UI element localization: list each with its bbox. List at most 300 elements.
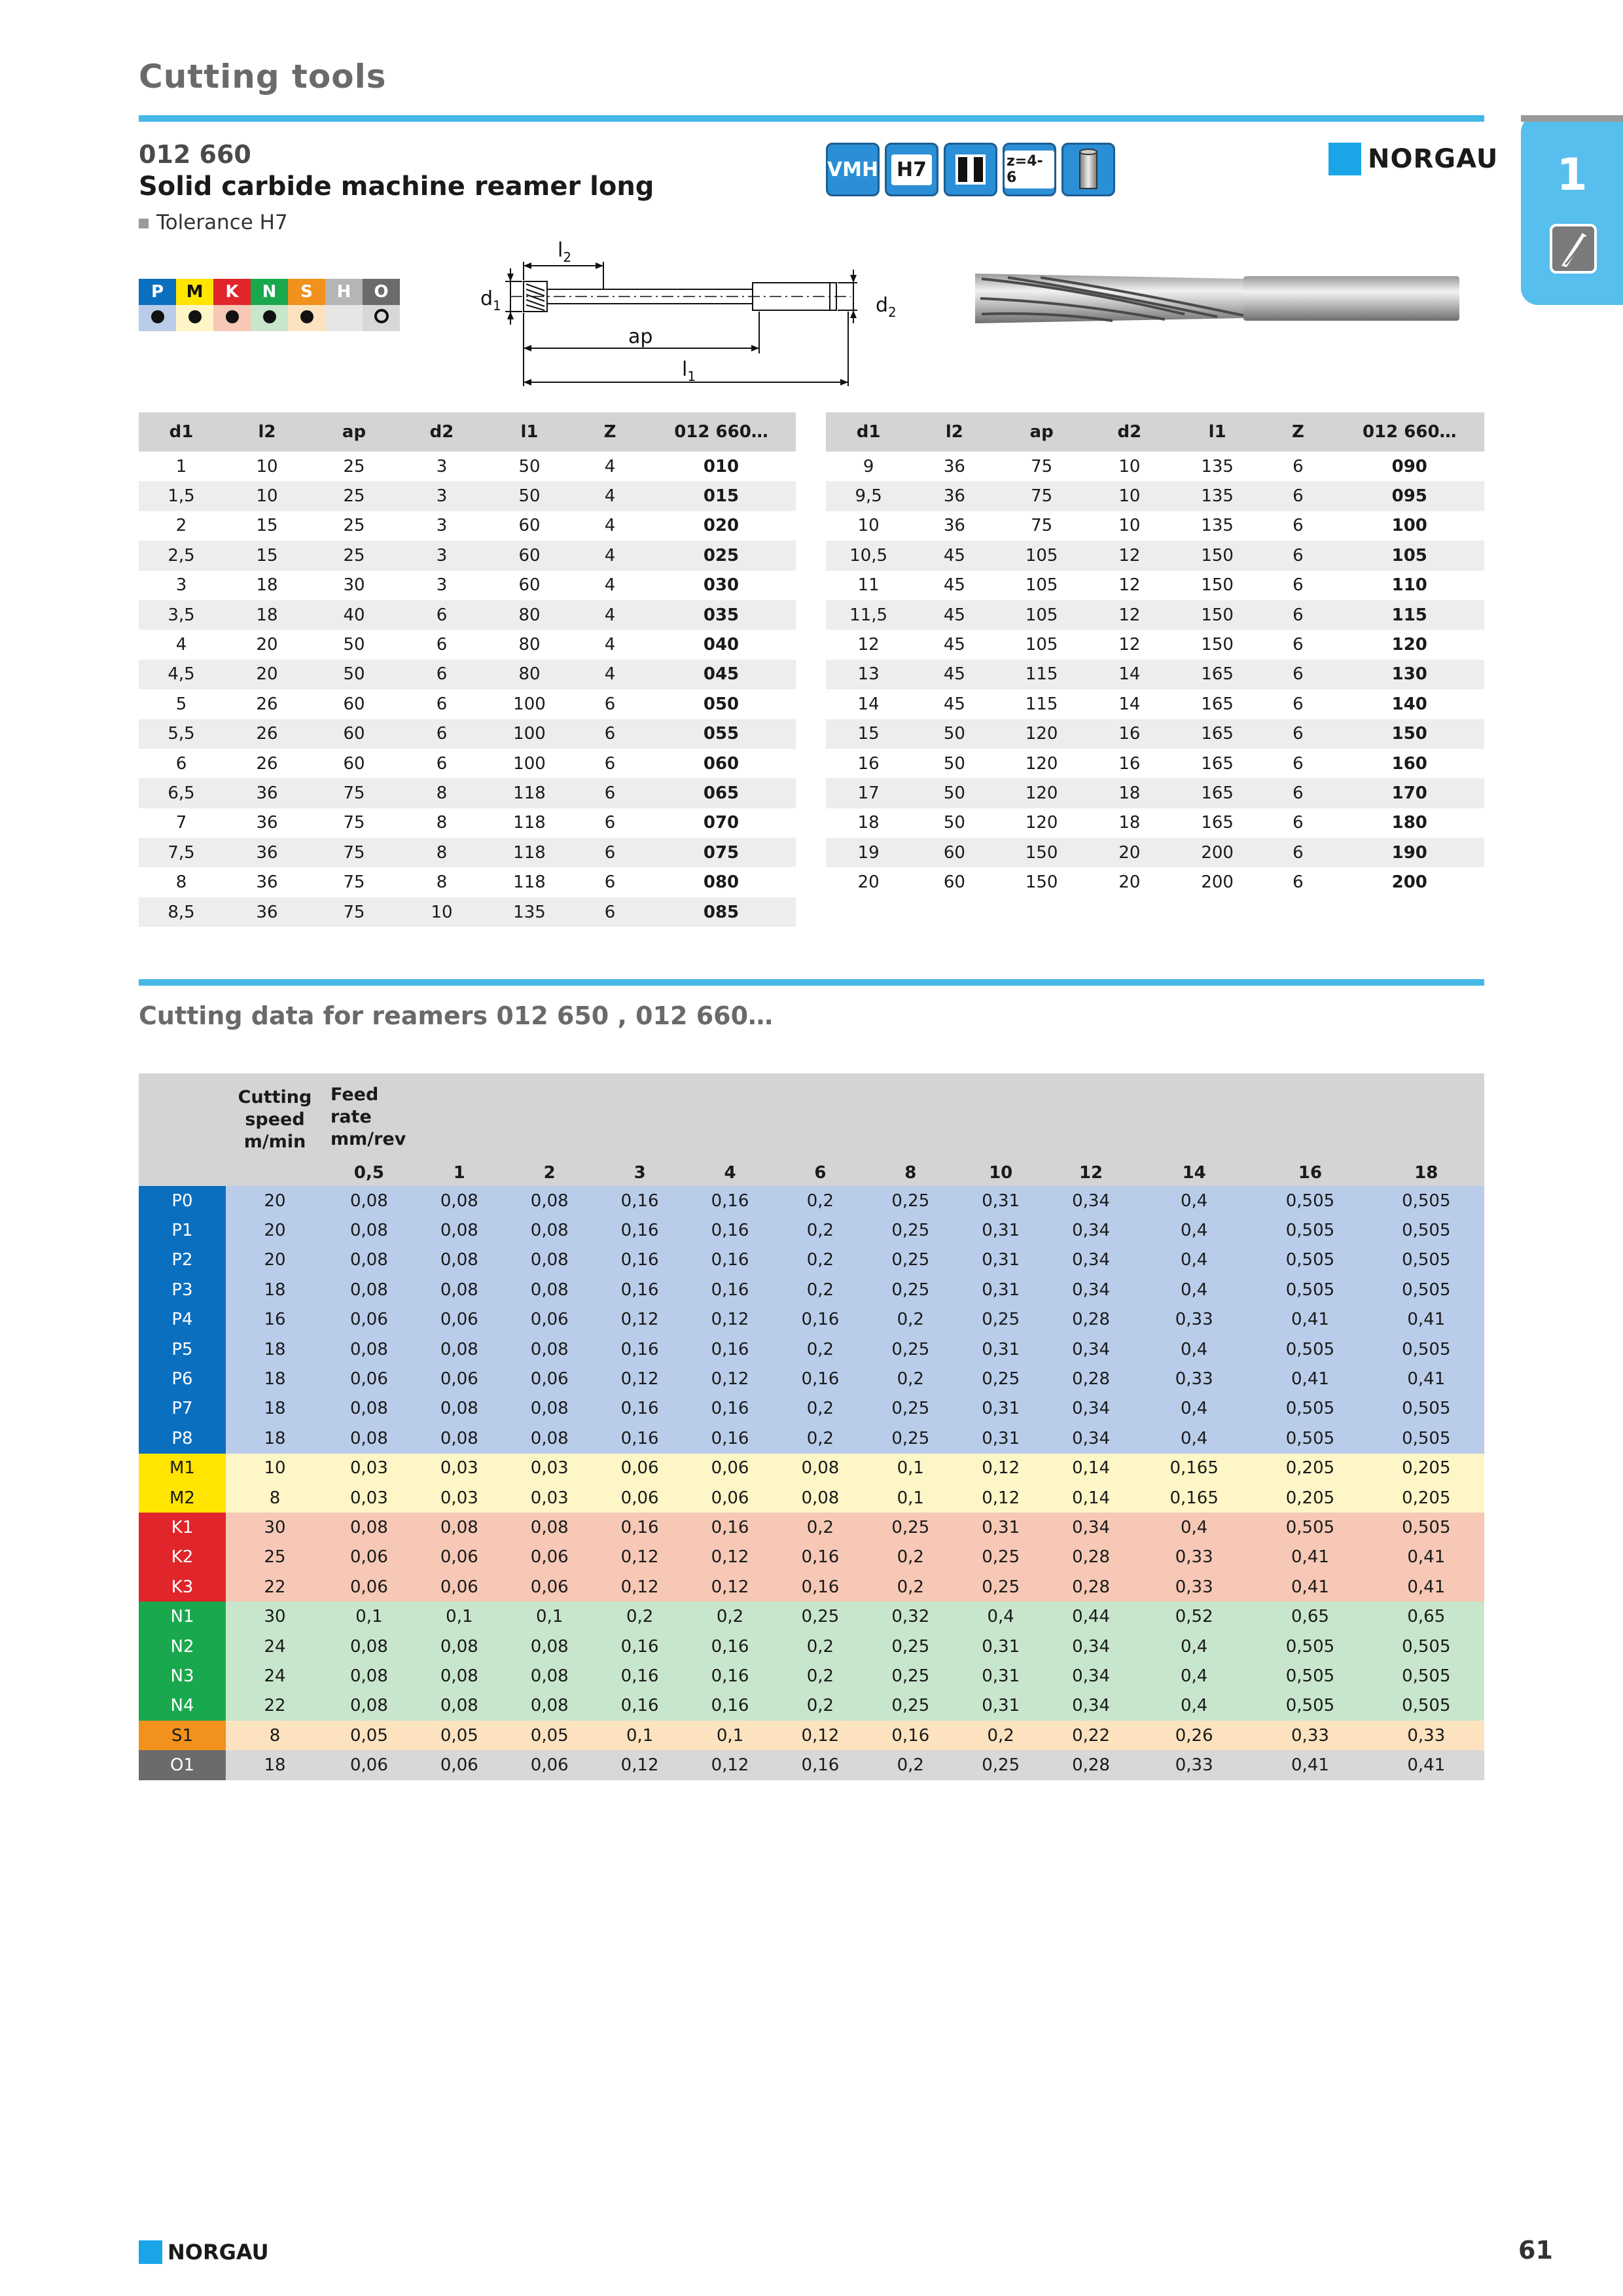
table-cell: 26 xyxy=(224,719,310,749)
feed-value: 0,165 xyxy=(1169,1488,1219,1508)
table-cell: 6,5 xyxy=(139,778,224,808)
feed-value: 0,165 xyxy=(1169,1458,1219,1479)
feed-value: 0,22 xyxy=(1072,1725,1111,1746)
feed-value: 0,41 xyxy=(1291,1577,1329,1597)
feed-value: 0,33 xyxy=(1291,1725,1329,1746)
table-cell: 80 xyxy=(486,660,573,689)
feed-value: 0,08 xyxy=(440,1191,478,1211)
table-cell: 75 xyxy=(1031,456,1053,476)
table-cell: 50 xyxy=(943,753,965,774)
article-code: 015 xyxy=(647,481,796,511)
table-cell: 3 xyxy=(436,575,448,596)
table-cell: 9,5 xyxy=(826,481,911,511)
feed-value: 0,205 xyxy=(1285,1488,1335,1508)
feed-value: 0,1 xyxy=(536,1607,563,1627)
feed-value: 0,205 xyxy=(1285,1458,1335,1479)
table-cell: 20 xyxy=(1086,838,1173,867)
table-cell: 6 xyxy=(604,872,616,893)
feed-value: 0,16 xyxy=(711,1221,749,1241)
feed-value: 0,28 xyxy=(1072,1547,1111,1568)
feed-value: 0,06 xyxy=(350,1547,388,1568)
feed-value: 0,16 xyxy=(711,1428,749,1448)
feed-value: 0,505 xyxy=(1285,1339,1335,1359)
table-cell: 4 xyxy=(604,635,616,655)
table-row xyxy=(826,719,1484,749)
feed-value: 0,14 xyxy=(1072,1488,1111,1508)
feed-value: 0,34 xyxy=(1072,1191,1111,1211)
cutting-speed: 20 xyxy=(264,1250,286,1270)
material-code: O1 xyxy=(139,1750,226,1780)
feed-value: 0,08 xyxy=(440,1636,478,1657)
feed-value: 0,16 xyxy=(801,1547,840,1568)
feed-value: 0,505 xyxy=(1402,1636,1451,1657)
table-cell: 6 xyxy=(1293,456,1304,476)
table-cell: 36 xyxy=(943,456,965,476)
feed-value: 0,25 xyxy=(891,1636,930,1657)
feed-value: 0,25 xyxy=(891,1221,930,1241)
diameter-header: 3 xyxy=(595,1160,685,1186)
table-cell: 4 xyxy=(604,456,616,476)
material-code: P1 xyxy=(139,1215,226,1245)
table-row xyxy=(139,1394,1484,1424)
feed-value: 0,1 xyxy=(626,1725,654,1746)
feed-value: 0,08 xyxy=(440,1666,478,1686)
table-cell: 118 xyxy=(513,813,546,833)
feed-value: 0,25 xyxy=(891,1517,930,1537)
table-cell: 60 xyxy=(518,575,541,596)
table-cell: 120 xyxy=(1025,813,1058,833)
article-code: 085 xyxy=(647,897,796,927)
table-row xyxy=(139,1750,1484,1780)
cylindrical-shank-icon xyxy=(1061,143,1115,196)
article-code: 130 xyxy=(1335,660,1484,689)
table-row xyxy=(139,1543,1484,1572)
table-cell: 36 xyxy=(256,872,278,893)
table-header-row xyxy=(139,412,796,452)
table-cell: 3 xyxy=(436,516,448,536)
feed-value: 0,26 xyxy=(1175,1725,1213,1746)
material-code: P2 xyxy=(139,1246,226,1275)
table-cell: 4 xyxy=(573,481,647,511)
feed-value: 0,2 xyxy=(897,1755,924,1776)
diameter-header: 8 xyxy=(865,1160,955,1186)
table-row xyxy=(139,571,796,600)
table-cell: 150 xyxy=(1173,600,1261,630)
article-code: 060 xyxy=(703,753,740,774)
feed-value: 0,05 xyxy=(440,1725,478,1746)
feed-value: 0,08 xyxy=(350,1399,388,1419)
table-cell: 165 xyxy=(1201,813,1234,833)
column-header: d1 xyxy=(826,412,911,452)
table-cell: 6 xyxy=(1261,660,1334,689)
column-header: l2 xyxy=(224,412,310,452)
feed-value: 0,12 xyxy=(982,1488,1020,1508)
feed-value: 0,08 xyxy=(801,1488,840,1508)
feed-value: 0,16 xyxy=(711,1399,749,1419)
feed-value: 0,2 xyxy=(987,1725,1014,1746)
feed-value: 0,16 xyxy=(801,1369,840,1390)
feed-value: 0,08 xyxy=(350,1191,388,1211)
table-cell: 6 xyxy=(573,897,647,927)
feed-value: 0,16 xyxy=(711,1517,749,1537)
brand-logo: NORGAU xyxy=(1329,143,1498,175)
article-code: 110 xyxy=(1391,575,1427,596)
table-cell: 18 xyxy=(1118,813,1141,833)
feed-value: 0,2 xyxy=(626,1607,654,1627)
table-cell: 12 xyxy=(857,635,880,655)
feed-value: 0,41 xyxy=(1407,1547,1446,1568)
article-code: 055 xyxy=(647,719,796,749)
feed-value: 0,03 xyxy=(350,1458,388,1479)
feed-value: 0,12 xyxy=(620,1755,659,1776)
feed-value: 0,06 xyxy=(350,1369,388,1390)
article-code: 065 xyxy=(647,778,796,808)
table-cell: 200 xyxy=(1173,838,1261,867)
brand-square-icon xyxy=(139,2240,162,2264)
table-row xyxy=(826,571,1484,600)
feed-value: 0,1 xyxy=(355,1607,383,1627)
table-cell: 50 xyxy=(518,456,541,476)
feed-value: 0,31 xyxy=(982,1339,1020,1359)
table-row xyxy=(139,897,796,927)
feed-value: 0,06 xyxy=(530,1310,569,1330)
table-row xyxy=(139,808,796,838)
feed-value: 0,505 xyxy=(1402,1399,1451,1419)
table-cell: 6 xyxy=(573,719,647,749)
table-row xyxy=(139,1483,1484,1513)
feed-value: 0,2 xyxy=(806,1221,834,1241)
cutting-speed: 24 xyxy=(264,1636,286,1657)
article-code: 025 xyxy=(647,541,796,570)
table-cell: 135 xyxy=(1173,481,1261,511)
material-mark-h xyxy=(325,305,363,331)
table-cell: 8 xyxy=(175,872,187,893)
d1-label: $d_1$ xyxy=(480,287,501,314)
cutting-speed: 20 xyxy=(264,1221,286,1241)
table-header-row xyxy=(826,412,1484,452)
table-cell: 36 xyxy=(224,778,310,808)
diameter-header: 0,5 xyxy=(324,1160,414,1186)
table-cell: 36 xyxy=(943,516,965,536)
table-row xyxy=(139,1246,1484,1275)
feed-value: 0,08 xyxy=(440,1221,478,1241)
feed-value: 0,41 xyxy=(1291,1310,1329,1330)
table-row xyxy=(139,778,796,808)
table-cell: 105 xyxy=(1025,575,1058,596)
article-code: 105 xyxy=(1335,541,1484,570)
dimension-table-left xyxy=(139,412,796,927)
filled-dot-icon xyxy=(188,310,202,323)
chapter-tab-rule xyxy=(1521,115,1623,122)
cutting-data-table xyxy=(139,1073,1484,1780)
table-cell: 60 xyxy=(310,719,398,749)
table-cell: 10 xyxy=(1118,516,1141,536)
feed-value: 0,16 xyxy=(711,1666,749,1686)
feed-value: 0,06 xyxy=(530,1547,569,1568)
material-code: N4 xyxy=(139,1691,226,1721)
cutting-speed: 24 xyxy=(264,1666,286,1686)
table-cell: 75 xyxy=(310,897,398,927)
diameter-header: 2 xyxy=(505,1160,595,1186)
table-row xyxy=(139,1661,1484,1691)
feed-value: 0,16 xyxy=(801,1310,840,1330)
table-row xyxy=(139,1632,1484,1661)
cutting-speed: 10 xyxy=(264,1458,286,1479)
table-row xyxy=(826,838,1484,867)
table-cell: 6 xyxy=(1293,694,1304,714)
feed-value: 0,25 xyxy=(982,1577,1020,1597)
material-code: P5 xyxy=(139,1335,226,1364)
table-cell: 118 xyxy=(513,872,546,893)
feed-value: 0,31 xyxy=(982,1666,1020,1686)
feed-value: 0,4 xyxy=(1180,1428,1208,1448)
table-cell: 36 xyxy=(224,897,310,927)
cutting-speed: 20 xyxy=(264,1191,286,1211)
table-cell: 10,5 xyxy=(826,541,911,570)
footer-logo: NORGAU xyxy=(139,2240,269,2265)
speed-header: Cutting speed m/min xyxy=(226,1073,324,1160)
table-cell: 18 xyxy=(1086,778,1173,808)
cutting-speed: 18 xyxy=(264,1399,286,1419)
speed-header-spacer xyxy=(226,1160,324,1186)
column-header: 012 660… xyxy=(647,412,796,452)
feed-value: 0,28 xyxy=(1072,1369,1111,1390)
feed-value: 0,12 xyxy=(801,1725,840,1746)
feed-value: 0,1 xyxy=(897,1488,924,1508)
cutting-speed: 8 xyxy=(269,1725,281,1746)
feed-value: 0,4 xyxy=(987,1607,1014,1627)
table-cell: 20 xyxy=(857,872,880,893)
feed-value: 0,41 xyxy=(1291,1755,1329,1776)
table-cell: 16 xyxy=(1086,719,1173,749)
table-cell: 30 xyxy=(343,575,365,596)
table-cell: 6 xyxy=(1293,635,1304,655)
feed-value: 0,08 xyxy=(530,1666,569,1686)
feed-value: 0,16 xyxy=(711,1191,749,1211)
feed-value: 0,06 xyxy=(530,1577,569,1597)
table-cell: 50 xyxy=(310,660,398,689)
diameter-header: 18 xyxy=(1368,1160,1484,1186)
table-cell: 6 xyxy=(398,600,486,630)
table-cell: 3 xyxy=(436,456,448,476)
table-row xyxy=(826,749,1484,778)
feed-value: 0,08 xyxy=(440,1399,478,1419)
table-row xyxy=(139,1572,1484,1602)
table-cell: 5,5 xyxy=(139,719,224,749)
feed-value: 0,06 xyxy=(440,1577,478,1597)
feed-value: 0,505 xyxy=(1402,1696,1451,1716)
dimension-table-right xyxy=(826,412,1484,897)
table-cell: 50 xyxy=(343,635,365,655)
table-row xyxy=(139,1513,1484,1542)
d2-label: $d_2$ xyxy=(876,294,897,320)
table-cell: 4 xyxy=(604,575,616,596)
feed-value: 0,2 xyxy=(806,1339,834,1359)
table-cell: 18 xyxy=(256,575,278,596)
table-cell: 11 xyxy=(857,575,880,596)
table-cell: 18 xyxy=(224,600,310,630)
feed-value: 0,34 xyxy=(1072,1428,1111,1448)
material-group-s: S xyxy=(288,279,325,305)
article-code: 190 xyxy=(1335,838,1484,867)
feed-value: 0,1 xyxy=(446,1607,473,1627)
table-cell: 15 xyxy=(256,516,278,536)
table-cell: 14 xyxy=(857,694,880,714)
table-row xyxy=(139,689,796,719)
table-cell: 100 xyxy=(513,753,546,774)
column-header: d2 xyxy=(398,412,486,452)
table-row xyxy=(826,808,1484,838)
article-code: 010 xyxy=(703,456,740,476)
feed-value: 0,16 xyxy=(620,1696,659,1716)
feed-value: 0,505 xyxy=(1402,1250,1451,1270)
feed-value: 0,16 xyxy=(620,1339,659,1359)
article-code: 090 xyxy=(1391,456,1427,476)
material-code: S1 xyxy=(139,1721,226,1750)
feed-value: 0,05 xyxy=(350,1725,388,1746)
table-cell: 6 xyxy=(604,694,616,714)
material-code: P8 xyxy=(139,1424,226,1453)
cutting-speed: 18 xyxy=(264,1428,286,1448)
table-cell: 75 xyxy=(343,872,365,893)
table-cell: 6 xyxy=(1293,813,1304,833)
table-cell: 6 xyxy=(1261,541,1334,570)
article-code: 075 xyxy=(647,838,796,867)
feed-value: 0,03 xyxy=(530,1488,569,1508)
feed-value: 0,4 xyxy=(1180,1250,1208,1270)
feed-value: 0,28 xyxy=(1072,1755,1111,1776)
feed-value: 0,2 xyxy=(806,1666,834,1686)
feed-value: 0,12 xyxy=(711,1369,749,1390)
table-cell: 3 xyxy=(398,481,486,511)
table-row xyxy=(139,838,796,867)
feed-value: 0,08 xyxy=(440,1280,478,1300)
table-row xyxy=(139,1691,1484,1721)
cutting-speed: 18 xyxy=(264,1280,286,1300)
cutting-speed: 18 xyxy=(264,1339,286,1359)
material-group-k: K xyxy=(213,279,251,305)
table-row xyxy=(139,749,796,778)
feed-value: 0,34 xyxy=(1072,1517,1111,1537)
feed-value: 0,16 xyxy=(620,1517,659,1537)
feed-value: 0,4 xyxy=(1180,1517,1208,1537)
header-rule xyxy=(139,115,1484,122)
material-code: P4 xyxy=(139,1305,226,1335)
table-cell: 75 xyxy=(1031,516,1053,536)
feed-value: 0,06 xyxy=(711,1458,749,1479)
feed-value: 0,08 xyxy=(440,1250,478,1270)
material-code: K2 xyxy=(139,1543,226,1572)
feed-value: 0,4 xyxy=(1180,1339,1208,1359)
table-row xyxy=(139,719,796,749)
feed-value: 0,16 xyxy=(620,1428,659,1448)
table-cell: 19 xyxy=(826,838,911,867)
feed-value: 0,65 xyxy=(1407,1607,1446,1627)
table-cell: 6 xyxy=(573,778,647,808)
table-cell: 25 xyxy=(310,541,398,570)
table-cell: 15 xyxy=(224,541,310,570)
material-mark-o xyxy=(363,305,400,331)
feed-value: 0,505 xyxy=(1285,1399,1335,1419)
cutting-speed: 30 xyxy=(264,1607,286,1627)
table-cell: 36 xyxy=(224,838,310,867)
table-cell: 200 xyxy=(1201,872,1234,893)
column-header: l2 xyxy=(911,412,997,452)
feed-value: 0,34 xyxy=(1072,1636,1111,1657)
article-code: 095 xyxy=(1335,481,1484,511)
feed-value: 0,08 xyxy=(801,1458,840,1479)
article-code: 020 xyxy=(703,516,740,536)
table-cell: 4 xyxy=(573,600,647,630)
material-group-m: M xyxy=(176,279,213,305)
material-code: M1 xyxy=(139,1454,226,1483)
table-cell: 150 xyxy=(1025,872,1058,893)
feed-value: 0,08 xyxy=(350,1636,388,1657)
table-cell: 105 xyxy=(998,600,1086,630)
feed-value: 0,06 xyxy=(440,1310,478,1330)
h7-badge: H7 xyxy=(885,143,938,196)
feed-value: 0,2 xyxy=(806,1191,834,1211)
article-code: 100 xyxy=(1391,516,1427,536)
table-cell: 165 xyxy=(1173,660,1261,689)
feed-value: 0,41 xyxy=(1407,1369,1446,1390)
feed-value: 0,1 xyxy=(897,1458,924,1479)
feed-value: 0,08 xyxy=(530,1280,569,1300)
feed-value: 0,08 xyxy=(350,1696,388,1716)
feed-value: 0,08 xyxy=(530,1517,569,1537)
feed-value: 0,16 xyxy=(620,1399,659,1419)
column-header: l1 xyxy=(486,412,573,452)
flutes-count-badge: z=4-6 xyxy=(1003,143,1056,196)
feed-value: 0,06 xyxy=(440,1755,478,1776)
feed-value: 0,2 xyxy=(806,1696,834,1716)
column-header: d2 xyxy=(1086,412,1173,452)
table-row xyxy=(139,481,796,511)
feed-value: 0,2 xyxy=(716,1607,744,1627)
feed-value: 0,06 xyxy=(350,1577,388,1597)
article-code: 030 xyxy=(703,575,740,596)
feed-value: 0,16 xyxy=(891,1725,930,1746)
feed-value: 0,06 xyxy=(440,1547,478,1568)
table-cell: 20 xyxy=(256,635,278,655)
table-cell: 105 xyxy=(998,541,1086,570)
table-cell: 18 xyxy=(857,813,880,833)
table-cell: 6 xyxy=(436,635,448,655)
table-cell: 60 xyxy=(343,753,365,774)
table-cell: 10 xyxy=(224,481,310,511)
table-row xyxy=(826,778,1484,808)
feed-value: 0,31 xyxy=(982,1191,1020,1211)
feed-value: 0,28 xyxy=(1072,1577,1111,1597)
feed-value: 0,4 xyxy=(1180,1636,1208,1657)
feed-value: 0,34 xyxy=(1072,1696,1111,1716)
table-cell: 36 xyxy=(911,481,997,511)
table-cell: 20 xyxy=(224,660,310,689)
feed-value: 0,505 xyxy=(1402,1666,1451,1686)
feed-value: 0,16 xyxy=(711,1250,749,1270)
ap-label: ap xyxy=(628,325,653,348)
table-cell: 12 xyxy=(1118,575,1141,596)
table-cell: 150 xyxy=(998,838,1086,867)
tolerance-note: Tolerance H7 xyxy=(139,211,288,234)
table-cell: 120 xyxy=(1025,753,1058,774)
cutting-speed: 22 xyxy=(264,1696,286,1716)
feed-value: 0,12 xyxy=(711,1755,749,1776)
table-cell: 45 xyxy=(943,694,965,714)
table-cell: 3 xyxy=(398,541,486,570)
table-cell: 150 xyxy=(1201,575,1234,596)
article-code: 200 xyxy=(1391,872,1427,893)
